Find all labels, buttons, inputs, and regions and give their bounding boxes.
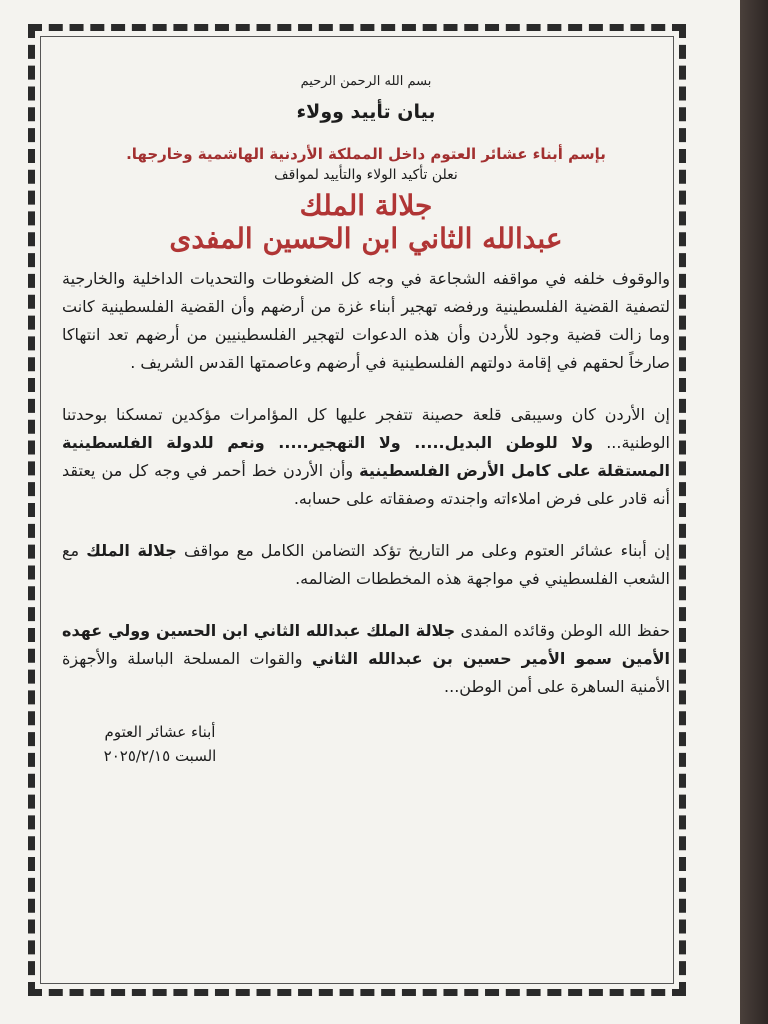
intro-red-line: بإسم أبناء عشائر العتوم داخل المملكة الأردنية الهاشمية وخارجها. (126, 145, 606, 163)
paragraph-3-bold: جلالة الملك (86, 541, 177, 560)
paragraph-3-text-b: مع الشعب الفلسطيني في مواجهة هذه المخططات الضالمه. (62, 541, 670, 588)
background-edge (740, 0, 768, 1024)
statement-date: السبت ٢٠٢٥/٢/١٥ (103, 747, 217, 765)
statement-heading: بيان تأييد وولاء (296, 101, 436, 123)
intro-sub-line: نعلن تأكيد الولاء والتأييد لمواقف (274, 167, 458, 183)
paragraph-2 (62, 401, 670, 513)
paragraph-2-text-b: وأن الأردن خط أحمر في وجه كل من يعتقد أنه قادر على فرض املاءاته واجندته وصفقاته على حسابه. (62, 461, 670, 508)
paragraph-2-bold: ولا للوطن البديل..... ولا التهجير..... ونعم للدولة الفلسطينية المستقلة على كامل الأرض الفلسطينية (62, 433, 671, 480)
paragraph-4-text-a: حفظ الله الوطن وقائده المفدى (455, 621, 671, 640)
statement-body (62, 70, 670, 765)
signature: أبناء عشائر العتوم (104, 723, 216, 741)
paragraph-3 (62, 537, 670, 593)
paragraph-4-bold: جلالة الملك عبدالله الثاني ابن الحسين وولي عهده الأمين سمو الأمير حسين بن عبدالله الثاني (62, 621, 670, 668)
basmala: بسم الله الرحمن الرحيم (300, 74, 432, 89)
king-title: جلالة الملك (299, 189, 433, 222)
paragraph-3-text-a: إن أبناء عشائر العتوم وعلى مر التاريخ تؤكد التضامن الكامل مع مواقف (176, 541, 671, 560)
king-name: عبدالله الثاني ابن الحسين المفدى (169, 222, 563, 255)
paragraph-4-text-b: والقوات المسلحة الباسلة والأجهزة الأمنية الساهرة على أمن الوطن... (62, 649, 670, 696)
paragraph-2-text-a: إن الأردن كان وسيبقى قلعة حصينة تتفجر عليها كل المؤامرات مؤكدين تمسكنا بوحدتنا الوطنية... (62, 405, 671, 452)
paragraph-1: والوقوف خلفه في مواقفه الشجاعة في وجه كل الضغوطات والتحديات الداخلية والخارجية لتصفية القضية الفلسطينية ورفضه تهجير أبناء غزة من أرضهم وأن القضية الفلسطينية كانت وما زالت قضية وجود للأردن وأن هذه الدعوات لتهجير الفلسطينيين من أرضهم تعد انتهاكا صارخاً لحقهم في إقامة دولتهم الفلسطينية في أرضهم وعاصمتها القدس الشريف . (62, 269, 670, 372)
paragraph-4 (62, 617, 670, 701)
